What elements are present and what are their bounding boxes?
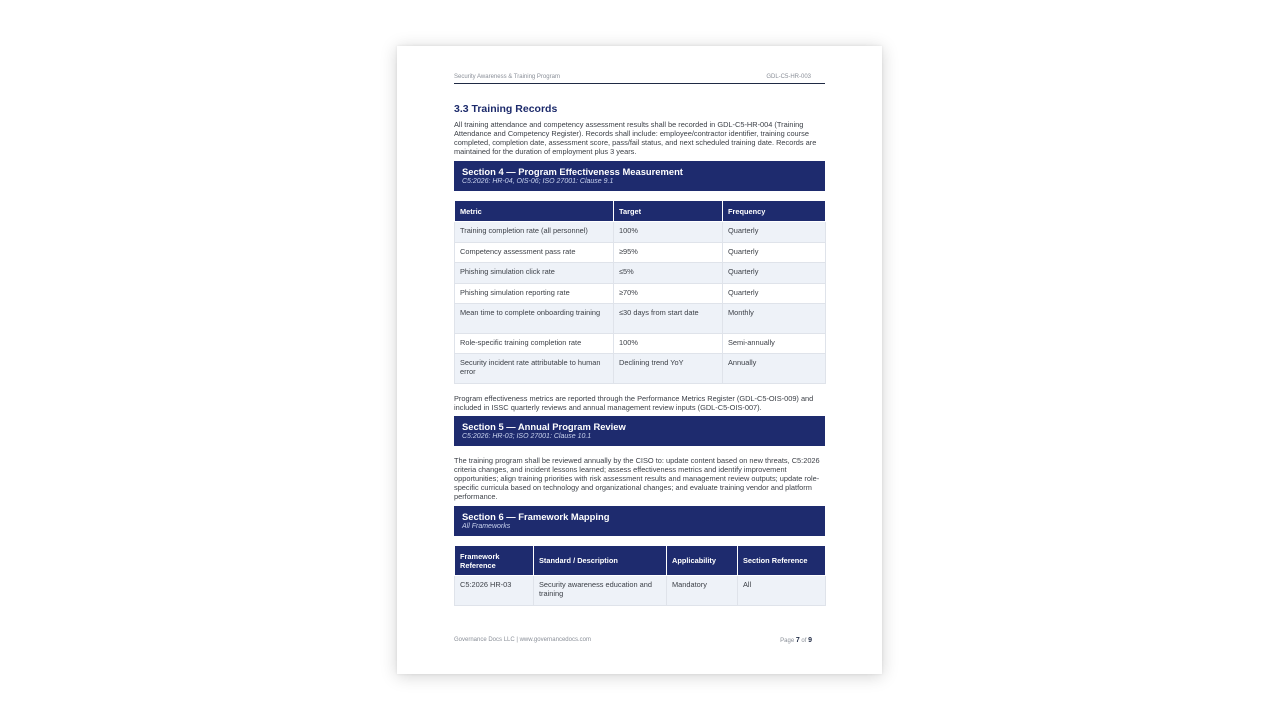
target-cell: ≥70% [614,284,723,304]
metric-cell: Competency assessment pass rate [455,243,614,263]
section-6-banner [454,506,825,536]
section-4-subtitle: C5:2026: HR-04, OIS-06; ISO 27001: Clause 9.1 [462,178,614,185]
metrics-col-metric: Metric [455,201,614,222]
mapping-col-standard-description: Standard / Description [534,546,667,576]
section-3-3-body: All training attendance and competency assessment results shall be recorded in GDL-C5-HR-004 (Training Attendance and Competency Register). Records shall include: employee/contractor identifier, training course completed, completion date, assessment score, pass/fail status, and next scheduled training date. Records are maintained for the duration of employment plus 3 years. [454,120,817,156]
table-row [455,304,826,334]
metric-cell: Phishing simulation reporting rate [455,284,614,304]
section-4-title: Section 4 — Program Effectiveness Measurement [462,166,683,177]
mapping-col-section-reference: Section Reference [738,546,826,576]
section-6-subtitle: All Frameworks [462,523,511,530]
section-6-title: Section 6 — Framework Mapping [462,511,610,522]
mapping-table-header [455,546,826,576]
metrics-table [454,200,826,384]
framework-reference-cell: C5:2026 HR-03 [455,576,534,606]
metrics-col-target: Target [614,201,723,222]
frequency-cell: Annually [723,354,826,384]
section-3-3-heading: 3.3 Training Records [454,103,558,115]
metrics-note: Program effectiveness metrics are reported through the Performance Metrics Register (GDL-C5-OIS-009) and included in ISSC quarterly reviews and annual management review inputs (GDL-C5-OIS-007). [454,394,814,412]
footer-company: Governance Docs LLC | www.governancedocs.com [454,637,591,643]
section-5-subtitle: C5:2026: HR-03; ISO 27001: Clause 10.1 [462,433,592,440]
frequency-cell: Monthly [723,304,826,334]
standard-description-cell: Security awareness education and training [534,576,667,606]
mapping-col-applicability: Applicability [667,546,738,576]
table-row [455,243,826,263]
total-pages: 9 [808,637,812,644]
framework-mapping-table [454,545,826,606]
metrics-col-frequency: Frequency [723,201,826,222]
table-row [455,334,826,354]
target-cell: Declining trend YoY [614,354,723,384]
applicability-cell: Mandatory [667,576,738,606]
section-4-banner [454,161,825,191]
table-row [455,576,826,606]
target-cell: 100% [614,222,723,243]
running-header [454,74,825,84]
frequency-cell: Quarterly [723,263,826,284]
metric-cell: Phishing simulation click rate [455,263,614,284]
document-page [397,46,882,674]
page-footer [454,637,825,644]
mapping-col-framework-reference: Framework Reference [455,546,534,576]
table-row [455,222,826,243]
frequency-cell: Quarterly [723,284,826,304]
metric-cell: Role-specific training completion rate [455,334,614,354]
header-doc-id: GDL-C5-HR-003 [766,74,811,80]
target-cell: ≤5% [614,263,723,284]
table-row [455,284,826,304]
metric-cell: Mean time to complete onboarding training [455,304,614,334]
section-5-title: Section 5 — Annual Program Review [462,421,626,432]
section-5-body: The training program shall be reviewed annually by the CISO to: update content based on new threats, C5:2026 criteria changes, and incident lessons learned; assess effectiveness metrics and identify improvement opportunities; align training priorities with risk assessment results and management review outputs; update role-specific curricula based on technology and organizational changes; and evaluate training vendor and platform performance. [454,456,820,501]
target-cell: 100% [614,334,723,354]
metric-cell: Training completion rate (all personnel) [455,222,614,243]
metrics-table-header [455,201,826,222]
section-5-banner [454,416,825,446]
frequency-cell: Quarterly [723,243,826,263]
target-cell: ≤30 days from start date [614,304,723,334]
section-reference-cell: All [738,576,826,606]
table-row [455,354,826,384]
frequency-cell: Semi-annually [723,334,826,354]
table-row [455,263,826,284]
page-number: Page 7 of 9 [780,637,812,644]
frequency-cell: Quarterly [723,222,826,243]
header-doc-title: Security Awareness & Training Program [454,74,560,80]
current-page: 7 [795,637,800,644]
target-cell: ≥95% [614,243,723,263]
metric-cell: Security incident rate attributable to human error [455,354,614,384]
